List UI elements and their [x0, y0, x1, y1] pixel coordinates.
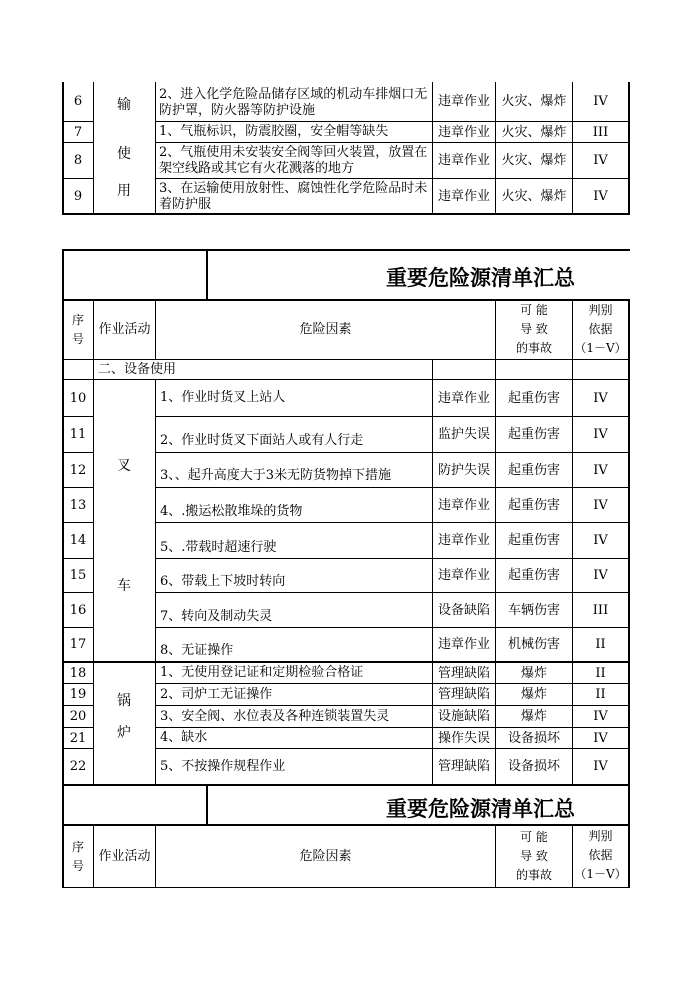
cause-type: 违章作业 — [437, 568, 490, 583]
header-accident-l3: 的事故 — [515, 341, 552, 355]
row-number: 8 — [73, 153, 83, 168]
header-accident-l3: 的事故 — [515, 868, 552, 882]
activity-char: 输 — [117, 97, 131, 113]
possible-accident: 爆炸 — [520, 665, 547, 681]
row-number: 7 — [73, 124, 83, 140]
cause-type: 管理缺陷 — [437, 687, 490, 702]
cause-type: 违章作业 — [437, 124, 490, 140]
possible-accident: 爆炸 — [520, 687, 547, 702]
header-basis-l3: （1－V） — [574, 341, 627, 355]
header-factor: 危险因素 — [299, 322, 352, 337]
cause-type: 违章作业 — [437, 153, 490, 168]
header-basis-l3: （1－V） — [574, 867, 627, 881]
hazard-factor: 4、缺水 — [160, 730, 208, 745]
hazard-factor: 2、气瓶使用未安装安全阀等回火装置，放置在架空线路或其它有火花溅落的地方 — [159, 145, 428, 176]
cause-type: 管理缺陷 — [437, 759, 490, 774]
cause-type: 违章作业 — [437, 188, 490, 204]
cause-type: 设备缺陷 — [437, 602, 490, 618]
risk-level: IV — [593, 709, 608, 724]
cause-type: 防护失误 — [437, 462, 490, 478]
possible-accident: 爆炸 — [520, 709, 547, 724]
header-basis-l1: 判别 — [588, 303, 613, 317]
risk-level: IV — [593, 533, 608, 548]
header-activity: 作业活动 — [98, 849, 151, 864]
possible-accident: 火灾、爆炸 — [501, 153, 567, 168]
cause-type: 设施缺陷 — [437, 709, 490, 724]
header-factor: 危险因素 — [299, 849, 352, 864]
row-number: 11 — [69, 427, 87, 442]
hazard-factor: 1、作业时货叉上站人 — [160, 390, 286, 405]
row-number: 18 — [69, 665, 87, 681]
cause-type: 管理缺陷 — [437, 665, 490, 681]
risk-level: II — [595, 637, 606, 652]
risk-level: IV — [593, 730, 608, 746]
cause-type: 违章作业 — [437, 94, 490, 109]
activity-char: 炉 — [117, 725, 131, 741]
risk-level: IV — [593, 188, 608, 204]
risk-level: IV — [593, 759, 608, 774]
row-number: 14 — [69, 533, 87, 548]
header-no — [63, 826, 93, 887]
header-accident-l2: 导 致 — [520, 322, 548, 336]
row-number: 19 — [69, 687, 87, 702]
row-number: 22 — [69, 759, 87, 774]
risk-level: IV — [593, 94, 608, 109]
header-activity: 作业活动 — [98, 322, 151, 337]
header-no-line1: 序 — [71, 839, 84, 854]
hazard-factor: 5、.带载时超速行驶 — [160, 539, 277, 555]
header-no-line2: 号 — [71, 331, 84, 346]
possible-accident: 起重伤害 — [507, 390, 560, 406]
risk-level: III — [592, 602, 609, 618]
header-accident-l2: 导 致 — [520, 849, 548, 863]
possible-accident: 机械伤害 — [507, 637, 560, 652]
activity-char: 使 — [117, 146, 131, 162]
hazard-factor: 7、转向及制动失灵 — [160, 608, 273, 624]
cause-type: 监护失误 — [437, 427, 490, 442]
risk-level: IV — [593, 568, 608, 583]
possible-accident: 设备损坏 — [507, 730, 560, 746]
hazard-factor: 6、带载上下坡时转向 — [160, 573, 286, 589]
cause-type: 违章作业 — [437, 533, 490, 548]
cause-type: 操作失误 — [437, 730, 490, 746]
header-basis-l1: 判别 — [588, 829, 613, 843]
possible-accident: 起重伤害 — [507, 568, 560, 583]
possible-accident: 火灾、爆炸 — [501, 94, 567, 109]
hazard-factor: 3、安全阀、水位表及各种连锁装置失灵 — [160, 708, 390, 724]
cause-type: 违章作业 — [437, 390, 490, 406]
possible-accident: 车辆伤害 — [507, 602, 560, 618]
row-number: 13 — [69, 497, 87, 513]
header-accident-l1: 可 能 — [520, 303, 548, 317]
possible-accident: 起重伤害 — [507, 497, 560, 513]
row-number: 10 — [69, 390, 87, 406]
row-number: 6 — [73, 94, 83, 109]
possible-accident: 起重伤害 — [507, 533, 560, 548]
hazard-factor: 5、不按操作规程作业 — [160, 758, 286, 774]
risk-level: III — [592, 124, 609, 140]
activity-char: 车 — [117, 578, 131, 594]
risk-level: IV — [593, 462, 608, 478]
header-accident — [496, 826, 572, 887]
header-no-line2: 号 — [71, 858, 84, 873]
hazard-factor: 3、在运输使用放射性、腐蚀性化学危险品时未着防护服 — [159, 180, 428, 212]
risk-level: IV — [593, 497, 608, 513]
hazard-factor: 2、司炉工无证操作 — [160, 686, 273, 702]
header-basis-l2: 依据 — [588, 322, 613, 336]
possible-accident: 设备损坏 — [507, 759, 560, 774]
row-number: 9 — [73, 188, 83, 204]
activity-char: 叉 — [117, 458, 131, 474]
row-number: 15 — [69, 568, 87, 583]
header-basis — [573, 827, 628, 886]
header-basis — [573, 301, 628, 358]
header-accident-l1: 可 能 — [520, 830, 548, 844]
header-accident — [496, 300, 572, 359]
hazard-factor: 8、无证操作 — [160, 642, 234, 658]
category-label: 二、设备使用 — [98, 361, 177, 377]
hazard-factor: 2、进入化学危险品储存区域的机动车排烟口无防护罩，防火器等防护设施 — [159, 86, 428, 118]
row-number: 21 — [69, 730, 87, 746]
risk-level: IV — [593, 390, 608, 406]
hazard-factor: 2、作业时货叉下面站人或有人行走 — [160, 433, 364, 448]
table-title: 重要危险源清单汇总 — [386, 796, 575, 821]
header-basis-l2: 依据 — [588, 848, 613, 862]
table-title: 重要危险源清单汇总 — [386, 265, 575, 290]
activity-char: 用 — [117, 183, 131, 199]
possible-accident: 火灾、爆炸 — [501, 124, 567, 140]
possible-accident: 火灾、爆炸 — [501, 188, 567, 204]
header-no — [63, 300, 93, 359]
row-number: 17 — [69, 637, 87, 652]
risk-level: II — [595, 687, 606, 702]
possible-accident: 起重伤害 — [507, 462, 560, 478]
row-number: 20 — [69, 709, 87, 724]
activity-char: 锅 — [117, 693, 131, 709]
hazard-factor: 1、气瓶标识，防震胶圈，安全帽等缺失 — [159, 124, 389, 139]
risk-level: IV — [593, 153, 608, 168]
possible-accident: 起重伤害 — [507, 427, 560, 442]
cause-type: 违章作业 — [437, 497, 490, 513]
hazard-factor: 4、.搬运松散堆垛的货物 — [160, 503, 303, 519]
hazard-factor: 1、无使用登记证和定期检验合格证 — [160, 665, 364, 680]
row-number: 12 — [69, 462, 87, 478]
risk-level: IV — [593, 427, 608, 442]
header-no-line1: 序 — [71, 312, 84, 327]
row-number: 16 — [69, 602, 87, 618]
hazard-factor: 3、、起升高度大于3米无防货物掉下措施 — [160, 468, 392, 483]
cause-type: 违章作业 — [437, 637, 490, 652]
risk-level: II — [595, 665, 606, 681]
